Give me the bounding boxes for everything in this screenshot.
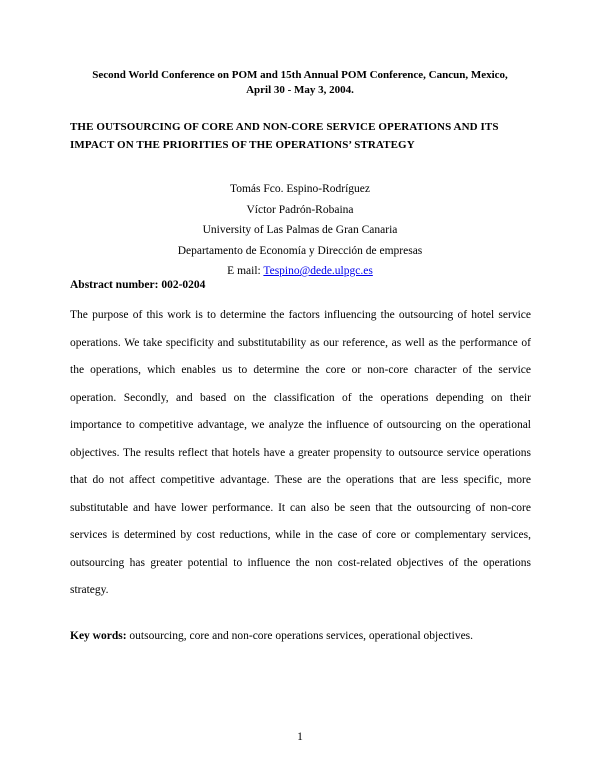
abstract-text: The purpose of this work is to determine the factors influencing the outsourcing of hotel service operations. We take specificity and substitutability as our reference, as well as the performance of the operations, which enables us to determine the core or non-core character of the service operation. Secondly, and based on the classification of the operations depending on their importance to competitive advantage, we analyze the influence of outsourcing on the operational objectives. The results reflect that hotels have a greater propensity to outsource service operations that do not affect competitive advantage. These are the operations that are less specific, more substitutable and have lower performance. It can also be seen that the outsourcing of non-core services is determined by cost reductions, while in the case of core or complementary services, outsourcing has greater potential to influence the non cost-related objectives of the operations strategy.	[70, 309, 531, 596]
email-label: E mail:	[227, 265, 264, 277]
department: Departamento de Economía y Dirección de empresas	[177, 244, 423, 257]
university: University of Las Palmas de Gran Canaria	[202, 224, 398, 236]
conference-header	[40, 68, 560, 98]
email-link[interactable]: Tespino@dede.ulpgc.es	[263, 265, 373, 277]
conference-line-2: April 30 - May 3, 2004.	[246, 84, 354, 96]
keywords-label: Key words:	[70, 630, 127, 642]
author-1: Tomás Fco. Espino-Rodríguez	[229, 183, 371, 195]
keywords	[70, 630, 540, 642]
page-number: 1	[297, 731, 303, 743]
author-block	[100, 179, 500, 282]
keywords-text: outsourcing, core and non-core operations services, operational objectives.	[126, 630, 474, 642]
author-2: Víctor Padrón-Robaina	[246, 203, 354, 216]
paper-title	[70, 118, 540, 154]
abstract-number: Abstract number: 002-0204	[70, 279, 206, 291]
title-line-1: THE OUTSOURCING OF CORE AND NON-CORE SERVICE OPERATIONS AND ITS	[70, 121, 499, 133]
conference-line-1: Second World Conference on POM and 15th Annual POM Conference, Cancun, Mexico,	[92, 69, 508, 81]
title-line-2: IMPACT ON THE PRIORITIES OF THE OPERATIONS’ STRATEGY	[70, 139, 415, 151]
